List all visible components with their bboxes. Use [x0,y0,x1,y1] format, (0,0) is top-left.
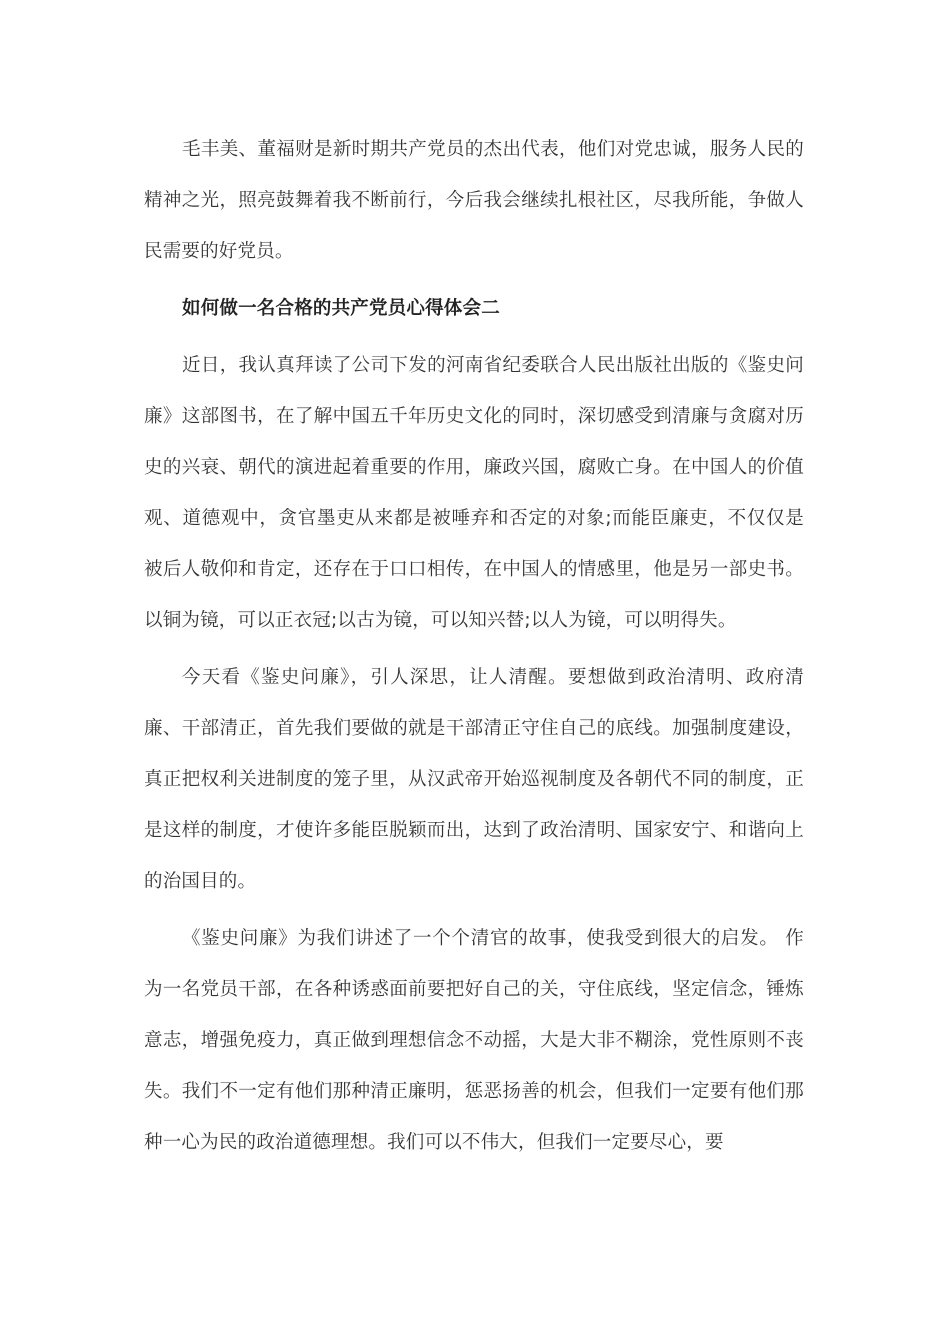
paragraph-intro: 毛丰美、董福财是新时期共产党员的杰出代表，他们对党忠诚，服务人民的精神之光，照亮鼓舞着我不断前行，今后我会继续扎根社区，尽我所能，争做人民需要的好党员。 [144,139,804,262]
paragraph-reading: 近日，我认真拜读了公司下发的河南省纪委联合人民出版社出版的《鉴史问廉》这部图书，在了解中国五千年历史文化的同时，深切感受到清廉与贪腐对历史的兴衰、朝代的演进起着重要的作用，廉政兴国，腐败亡身。在中国人的价值观、道德观中，贪官墨吏从来都是被唾弃和否定的对象;而能臣廉吏，不仅仅是被后人敬仰和肯定，还存在于口口相传，在中国人的情感里，他是另一部史书。以铜为镜，可以正衣冠;以古为镜，可以知兴替;以人为镜，可以明得失。 [144,355,804,631]
paragraph-inspiration: 《鉴史问廉》为我们讲述了一个个清官的故事，使我受到很大的启发。 作为一名党员干部，在各种诱惑面前要把好自己的关，守住底线，坚定信念，锤炼意志，增强免疫力，真正做到理想信念不动摇，大是大非不糊涂，党性原则不丧失。我们不一定有他们那种清正廉明，惩恶扬善的机会，但我们一定要有他们那种一心为民的政治道德理想。我们可以不伟大，但我们一定要尽心，要 [144,928,804,1153]
section-heading: 如何做一名合格的共产党员心得体会二 [182,298,500,319]
document-body [144,124,804,1168]
paragraph-reflection: 今天看《鉴史问廉》，引人深思，让人清醒。要想做到政治清明、政府清廉、干部清正，首先我们要做的就是干部清正守住自己的底线。加强制度建设，真正把权利关进制度的笼子里，从汉武帝开始巡视制度及各朝代不同的制度，正是这样的制度，才使许多能臣脱颖而出，达到了政治清明、国家安宁、和谐向上的治国目的。 [144,667,804,892]
